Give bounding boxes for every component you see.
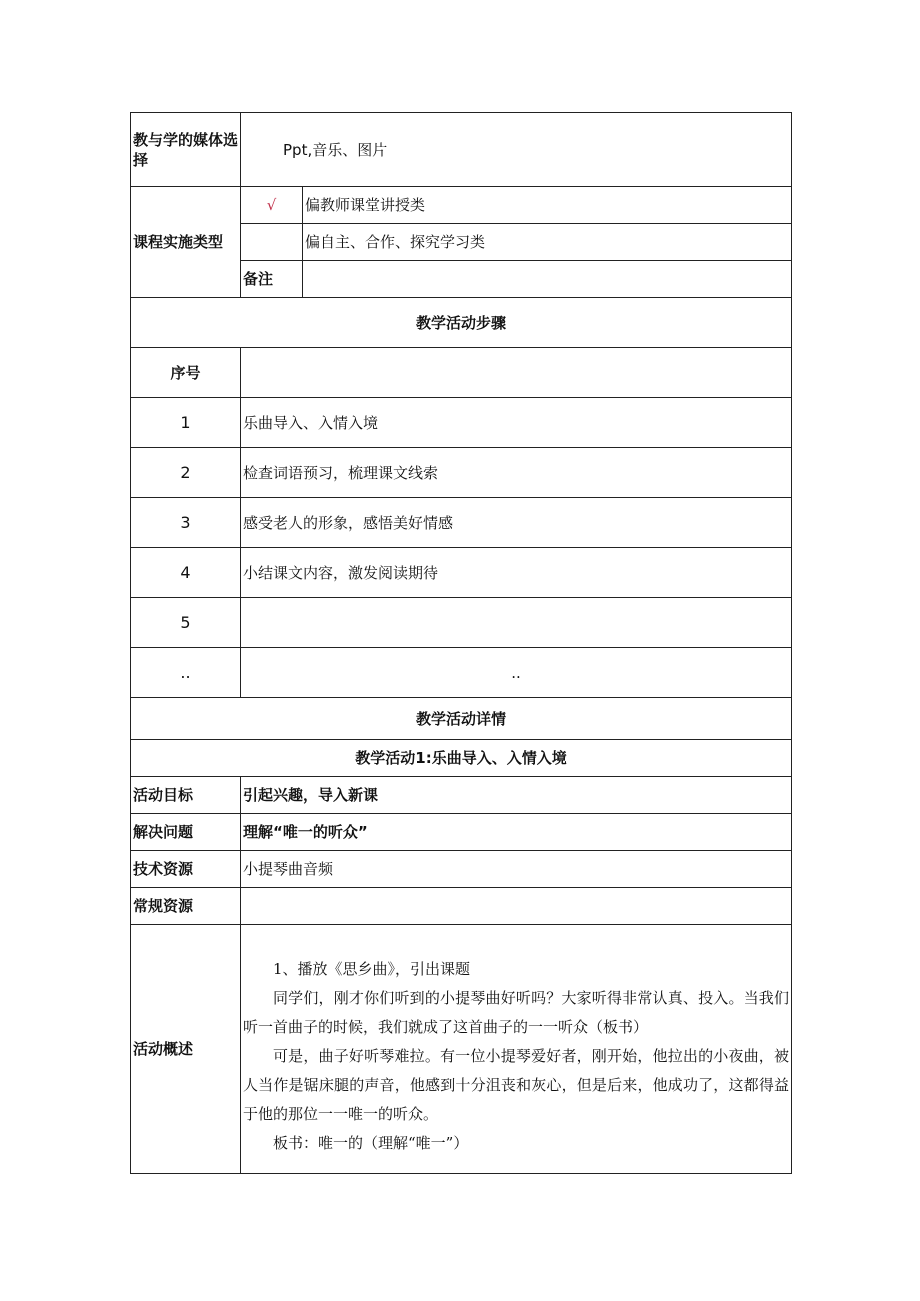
step-row [131,398,792,448]
check-mark-icon: √ [241,187,303,224]
media-value: Ppt,音乐、图片 [241,113,792,187]
activity-title-row [131,740,792,777]
overview-content [241,925,792,1174]
steps-title-row [131,298,792,348]
details-title: 教学活动详情 [131,698,792,740]
step-number: 1 [131,398,241,448]
media-row [131,113,792,187]
step-row [131,598,792,648]
goal-row [131,777,792,814]
step-number: .. [131,648,241,698]
step-text: 乐曲导入、入情入境 [241,398,792,448]
overview-paragraph: 板书：唯一的（理解“唯一”） [273,1134,469,1152]
tech-row [131,851,792,888]
regular-value [241,888,792,925]
step-text: 小结课文内容，激发阅读期待 [241,548,792,598]
step-number: 4 [131,548,241,598]
course-type-row [131,187,792,224]
problem-label: 解决问题 [131,814,241,851]
tech-value: 小提琴曲音频 [241,851,792,888]
step-text: 感受老人的形象，感悟美好情感 [241,498,792,548]
check-mark-empty [241,224,303,261]
remark-label: 备注 [241,261,303,298]
steps-header-row [131,348,792,398]
step-row [131,648,792,698]
regular-label: 常规资源 [131,888,241,925]
remark-value [303,261,792,298]
details-title-row [131,698,792,740]
tech-label: 技术资源 [131,851,241,888]
step-text: 检查词语预习，梳理课文线索 [241,448,792,498]
overview-paragraph: 1、播放《思乡曲》，引出课题 [273,960,471,978]
media-label: 教与学的媒体选择 [131,113,241,187]
overview-paragraph: 可是，曲子好听琴难拉。有一位小提琴爱好者，刚开始，他拉出的小夜曲，被人当作是锯床腿的声音，他感到十分沮丧和灰心，但是后来，他成功了，这都得益于他的那位一一唯一的听众。 [243,1047,789,1123]
course-type-option: 偏教师课堂讲授类 [303,187,792,224]
step-number: 5 [131,598,241,648]
course-type-label: 课程实施类型 [131,187,241,298]
problem-value: 理解“唯一的听众” [241,814,792,851]
step-number: 2 [131,448,241,498]
step-row [131,548,792,598]
lesson-plan-table [130,112,792,1174]
overview-label: 活动概述 [131,925,241,1174]
index-header: 序号 [131,348,241,398]
goal-label: 活动目标 [131,777,241,814]
step-text [241,598,792,648]
goal-value: 引起兴趣，导入新课 [241,777,792,814]
regular-row [131,888,792,925]
problem-row [131,814,792,851]
overview-row [131,925,792,1174]
overview-paragraph: 同学们，刚才你们听到的小提琴曲好听吗？大家听得非常认真、投入。当我们听一首曲子的时候，我们就成了这首曲子的一一听众（板书） [243,989,789,1036]
step-row [131,498,792,548]
step-row [131,448,792,498]
step-number: 3 [131,498,241,548]
activity-title: 教学活动1:乐曲导入、入情入境 [131,740,792,777]
steps-title: 教学活动步骤 [131,298,792,348]
course-type-option: 偏自主、合作、探究学习类 [303,224,792,261]
step-text: .. [241,648,792,698]
